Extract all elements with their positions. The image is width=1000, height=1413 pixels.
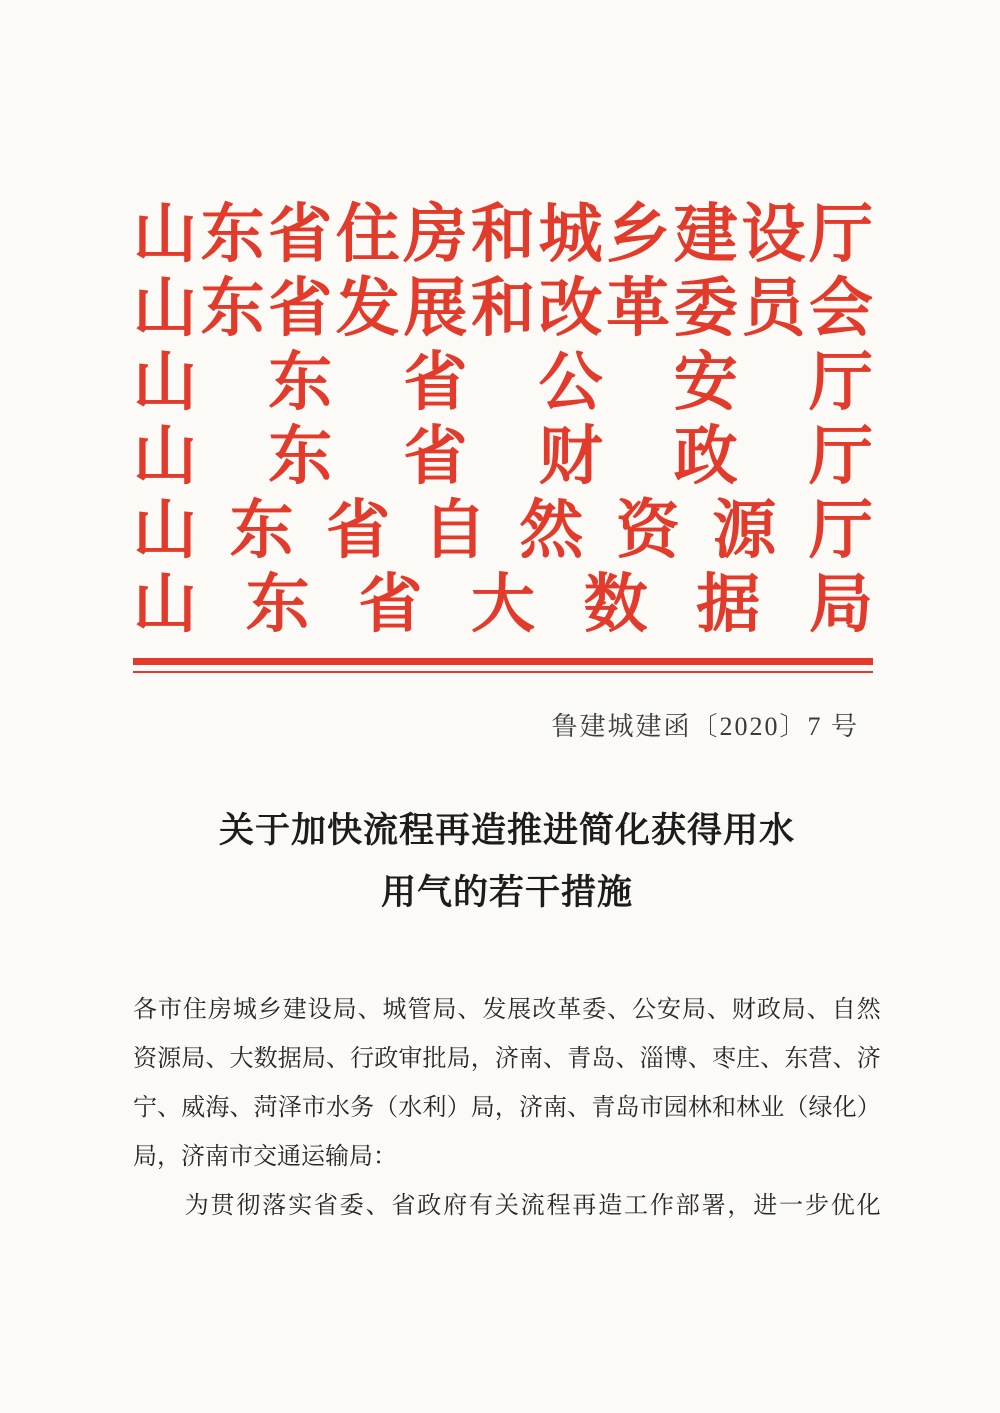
document-title: [133, 800, 881, 924]
agency-name-natural-resources: 山 东 省 自 然 资 源 厅: [133, 495, 873, 566]
agency-name-finance: 山 东 省 财 政 厅: [133, 421, 873, 492]
document-title-line2: 用气的若干措施: [380, 873, 633, 912]
letterhead: [133, 198, 873, 642]
agency-name-housing-construction: 山 东 省 住 房 和 城 乡 建 设 厅: [133, 199, 873, 270]
agency-name-public-security: 山 东 省 公 安 厅: [133, 347, 873, 418]
agency-name-development-reform: 山 东 省 发 展 和 改 革 委 员 会: [133, 273, 873, 344]
body-line-paragraph-1: 为 贯 彻 落 实 省 委 、 省 政 府 有 关 流 程 再 造 工 作 部 署 ， 进 一 步 优 化: [184, 1193, 881, 1219]
body-line-recipients-3: 宁 、 威 海 、 菏 泽 市 水 务 （ 水 利 ） 局 ， 济 南 、 青 岛 市 园 林 和 林 业 （ 绿 化 ）: [133, 1095, 881, 1121]
document-title-line1: 关于加快流程再造推进简化获得用水: [218, 811, 795, 850]
letterhead-divider-thin: [133, 671, 873, 673]
document-body: [133, 986, 881, 1231]
letterhead-divider-thick: [133, 658, 873, 665]
body-line-recipients-1: 各 市 住 房 城 乡 建 设 局 、 城 管 局 、 发 展 改 革 委 、 公 安 局 、 财 政 局 、 自 然: [133, 997, 881, 1023]
body-line-recipients-4: 局，济南市交通运输局：: [133, 1144, 397, 1170]
agency-name-big-data: 山 东 省 大 数 据 局: [133, 569, 873, 640]
body-line-recipients-2: 资 源 局 、 大 数 据 局 、 行 政 审 批 局 ， 济 南 、 青 岛 、 淄 博 、 枣 庄 、 东 营 、 济: [133, 1046, 881, 1072]
document-number: 鲁建城建函〔2020〕7 号: [551, 712, 859, 741]
